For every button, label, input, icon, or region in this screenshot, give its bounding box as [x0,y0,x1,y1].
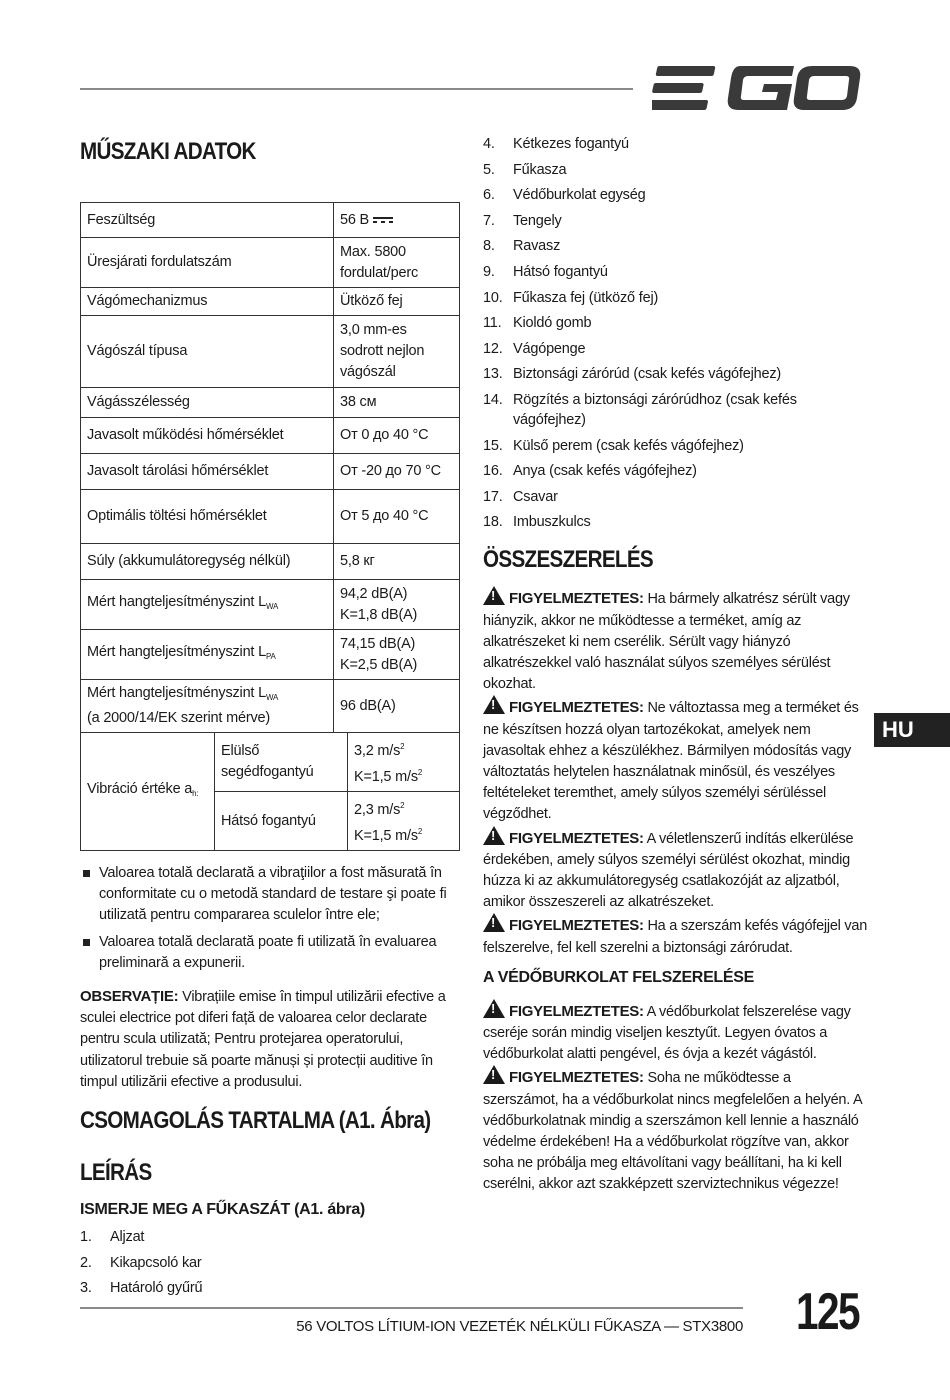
description-title: LEÍRÁS [80,1159,152,1187]
table-row [81,630,460,680]
list-item: Valoarea totală declarată a vibraţiilor a fost măsurată în conformitate cu o metodă standard de testare şi poate fi utilizată pentru compararea sculelor între ele; [80,863,460,926]
list-item: 7. Tengely [483,212,562,229]
spec-label: Javasolt működési hőmérséklet [81,418,334,454]
spec-label: Hátsó fogantyú [215,792,348,851]
know-title: ISMERJE MEG A FŰKASZÁT (A1. ábra) [80,1201,365,1219]
specs-table [80,202,460,733]
spec-label: Vágómechanizmus [81,288,334,316]
spec-value: От 5 до 40 °C [334,490,460,544]
table-row [81,238,460,288]
warning-icon [483,913,505,932]
list-item: 1. Aljzat [80,1229,145,1246]
spec-value: 56 В [334,203,460,238]
footer-title: 56 VOLTOS LÍTIUM-ION VEZETÉK NÉLKÜLI FŰKASZA — STX3800 [296,1318,743,1335]
ego-logo [652,64,862,112]
spec-value: 5,8 кг [334,544,460,580]
list-item: 16. Anya (csak kefés vágófejhez) [483,463,697,480]
spec-label: Optimális töltési hőmérséklet [81,490,334,544]
spec-label: Elülső segédfogantyú [215,733,348,792]
warning: !FIGYELMEZTETES: A védőburkolat felszerelése vagy cseréje során mindig viseljen kesztyűt. Legyen óvatos a védőburkolat alatti pengével, és óvja a kezét vágástól. [483,999,868,1066]
spec-label: Mért hangteljesítményszint $L_{PA}$ [81,630,334,680]
list-item: 8. Ravasz [483,238,561,255]
warning-icon [483,826,505,845]
spec-label: Mért hangteljesítményszint $L_{WA}$ (a 2000/14/EK szerint mérve) [81,680,334,733]
warning: !FIGYELMEZTETES: Ha bármely alkatrész sérült vagy hiányzik, akkor ne működtesse a terméket, amíg az alkatrészeket ki nem cserélik. Sérült vagy hiányzó alkatrészekkel való használat súlyos személyes sérülést okozhat. [483,586,868,695]
table-row [81,580,460,630]
warnings [483,586,868,958]
spec-value: 96 dB(A) [334,680,460,733]
spec-label: Feszültség [81,203,334,238]
list-item: Valoarea totală declarată poate fi utilizată în evaluarea preliminară a expunerii. [80,932,460,974]
language-tab: HU [874,713,950,747]
warning-icon [483,695,505,714]
packaging-title: CSOMAGOLÁS TARTALMA (A1. Ábra) [80,1107,431,1135]
table-row [81,544,460,580]
spec-value: Max. 5800 fordulat/perc [334,238,460,288]
spec-label: Üresjárati fordulatszám [81,238,334,288]
left-column [80,138,460,1304]
bullet-icon [83,870,90,877]
table-row [81,288,460,316]
page-number: 125 [796,1283,859,1341]
table-row [81,454,460,490]
warning-icon [483,1065,505,1084]
table-row [81,680,460,733]
list-item: 15. Külső perem (csak kefés vágófejhez) [483,437,744,454]
list-item: 2. Kikapcsoló kar [80,1254,202,1271]
list-item: 17. Csavar [483,488,558,505]
table-row [81,490,460,544]
table-row [81,388,460,418]
spec-label: Vibráció értéke $a_{h:}$ [81,733,215,851]
header-rule [80,88,633,90]
spec-label: Javasolt tárolási hőmérséklet [81,454,334,490]
spec-value: 74,15 dB(A) K=2,5 dB(A) [334,630,460,680]
guard-title: A VÉDŐBURKOLAT FELSZERELÉSE [483,968,755,986]
spec-label: Mért hangteljesítményszint $L_{WA}$ [81,580,334,630]
vibration-table [80,732,460,851]
spec-value: 3,0 mm-es sodrott nejlon vágószál [334,316,460,388]
spec-label: Vágószál típusa [81,316,334,388]
table-row [81,203,460,238]
spec-label: Súly (akkumulátoregység nélkül) [81,544,334,580]
parts-list-left [80,1227,460,1298]
right-column [483,134,868,1196]
dc-symbol-icon [373,216,393,224]
observation: OBSERVAȚIE: Vibrațiile emise în timpul utilizării efective a sculei electrice pot diferi față de valoarea celor declarate pentru scula utilizată; Pentru protejarea operatorului, utilizatorul trebuie să poarte mănuși și protecții auditive în timpul utilizării efective a produsului. [80,988,446,1090]
spec-value: От -20 до 70 °C [334,454,460,490]
list-item: 10. Fűkasza fej (ütköző fej) [483,289,659,306]
spec-value: Ütköző fej [334,288,460,316]
specs-title: MŰSZAKI ADATOK [80,138,256,165]
list-item: 18. Imbuszkulcs [483,514,591,531]
list-item: 4. Kétkezes fogantyú [483,136,629,152]
spec-value: 38 см [334,388,460,418]
list-item: 5. Fűkasza [483,161,567,178]
bullet-icon [83,939,90,946]
warning: !FIGYELMEZTETES: A véletlenszerű indítás elkerülése érdekében, amely súlyos személyi sérülést okozhat, mindig húzza ki az akkumulátoregység csatlakozóját az aljzatból, amikor összeszereli az alkatrészeket. [483,826,868,914]
list-item: 3. Határoló gyűrű [80,1280,203,1297]
warning: !FIGYELMEZTETES: Ne változtassa meg a terméket és ne készítsen hozzá olyan tartozékokat, amelyek nem javasoltak ehhez a készülékhez. Bármilyen módosítás vagy változtatás helytelen használatnak minősül, és veszélyes feltételeket teremthet, amely súlyos személyi sérüléssel végződhet. [483,695,868,825]
assembly-title: ÖSSZESZERELÉS [483,546,653,574]
spec-value: От 0 до 40 °C [334,418,460,454]
list-item: 6. Védőburkolat egység [483,187,646,204]
warning: !FIGYELMEZTETES: Soha ne működtesse a szerszámot, ha a védőburkolat nincs megfelelően a helyén. A védőburkolatnak mindig a szerszámon kell lennie a használó védelme érdekében! Ha a védőburkolat rögzítve van, akkor soha ne próbálja meg eltávolítani vagy beállítani, ha ki kell cserélni, akkor azt szakképzett szerviztechnikus végezze! [483,1065,868,1195]
table-row [81,418,460,454]
spec-value: 2,3 $m/s^2$ K=1,5 $m/s^2$ [348,792,460,851]
list-item: 13. Biztonsági zárórúd (csak kefés vágófejhez) [483,366,782,383]
warning-icon [483,999,505,1018]
list-item: 14. Rögzítés a biztonsági zárórúdhoz (csak kefés vágófejhez) [483,391,797,428]
table-row [81,733,460,792]
spec-value: 94,2 dB(A) K=1,8 dB(A) [334,580,460,630]
footer-rule [80,1307,743,1309]
warning: !FIGYELMEZTETES: Ha a szerszám kefés vágófejjel van felszerelve, fel kell szerelni a biztonsági zárórudat. [483,913,868,958]
spec-label: Vágásszélesség [81,388,334,418]
list-item: 9. Hátsó fogantyú [483,263,608,280]
notes-list [80,863,460,974]
list-item: 11. Kioldó gomb [483,315,592,332]
warning-icon [483,586,505,605]
parts-list-right [483,134,868,532]
spec-value: 3,2 $m/s^2$ K=1,5 $m/s^2$ [348,733,460,792]
table-row [81,316,460,388]
list-item: 12. Vágópenge [483,340,586,357]
